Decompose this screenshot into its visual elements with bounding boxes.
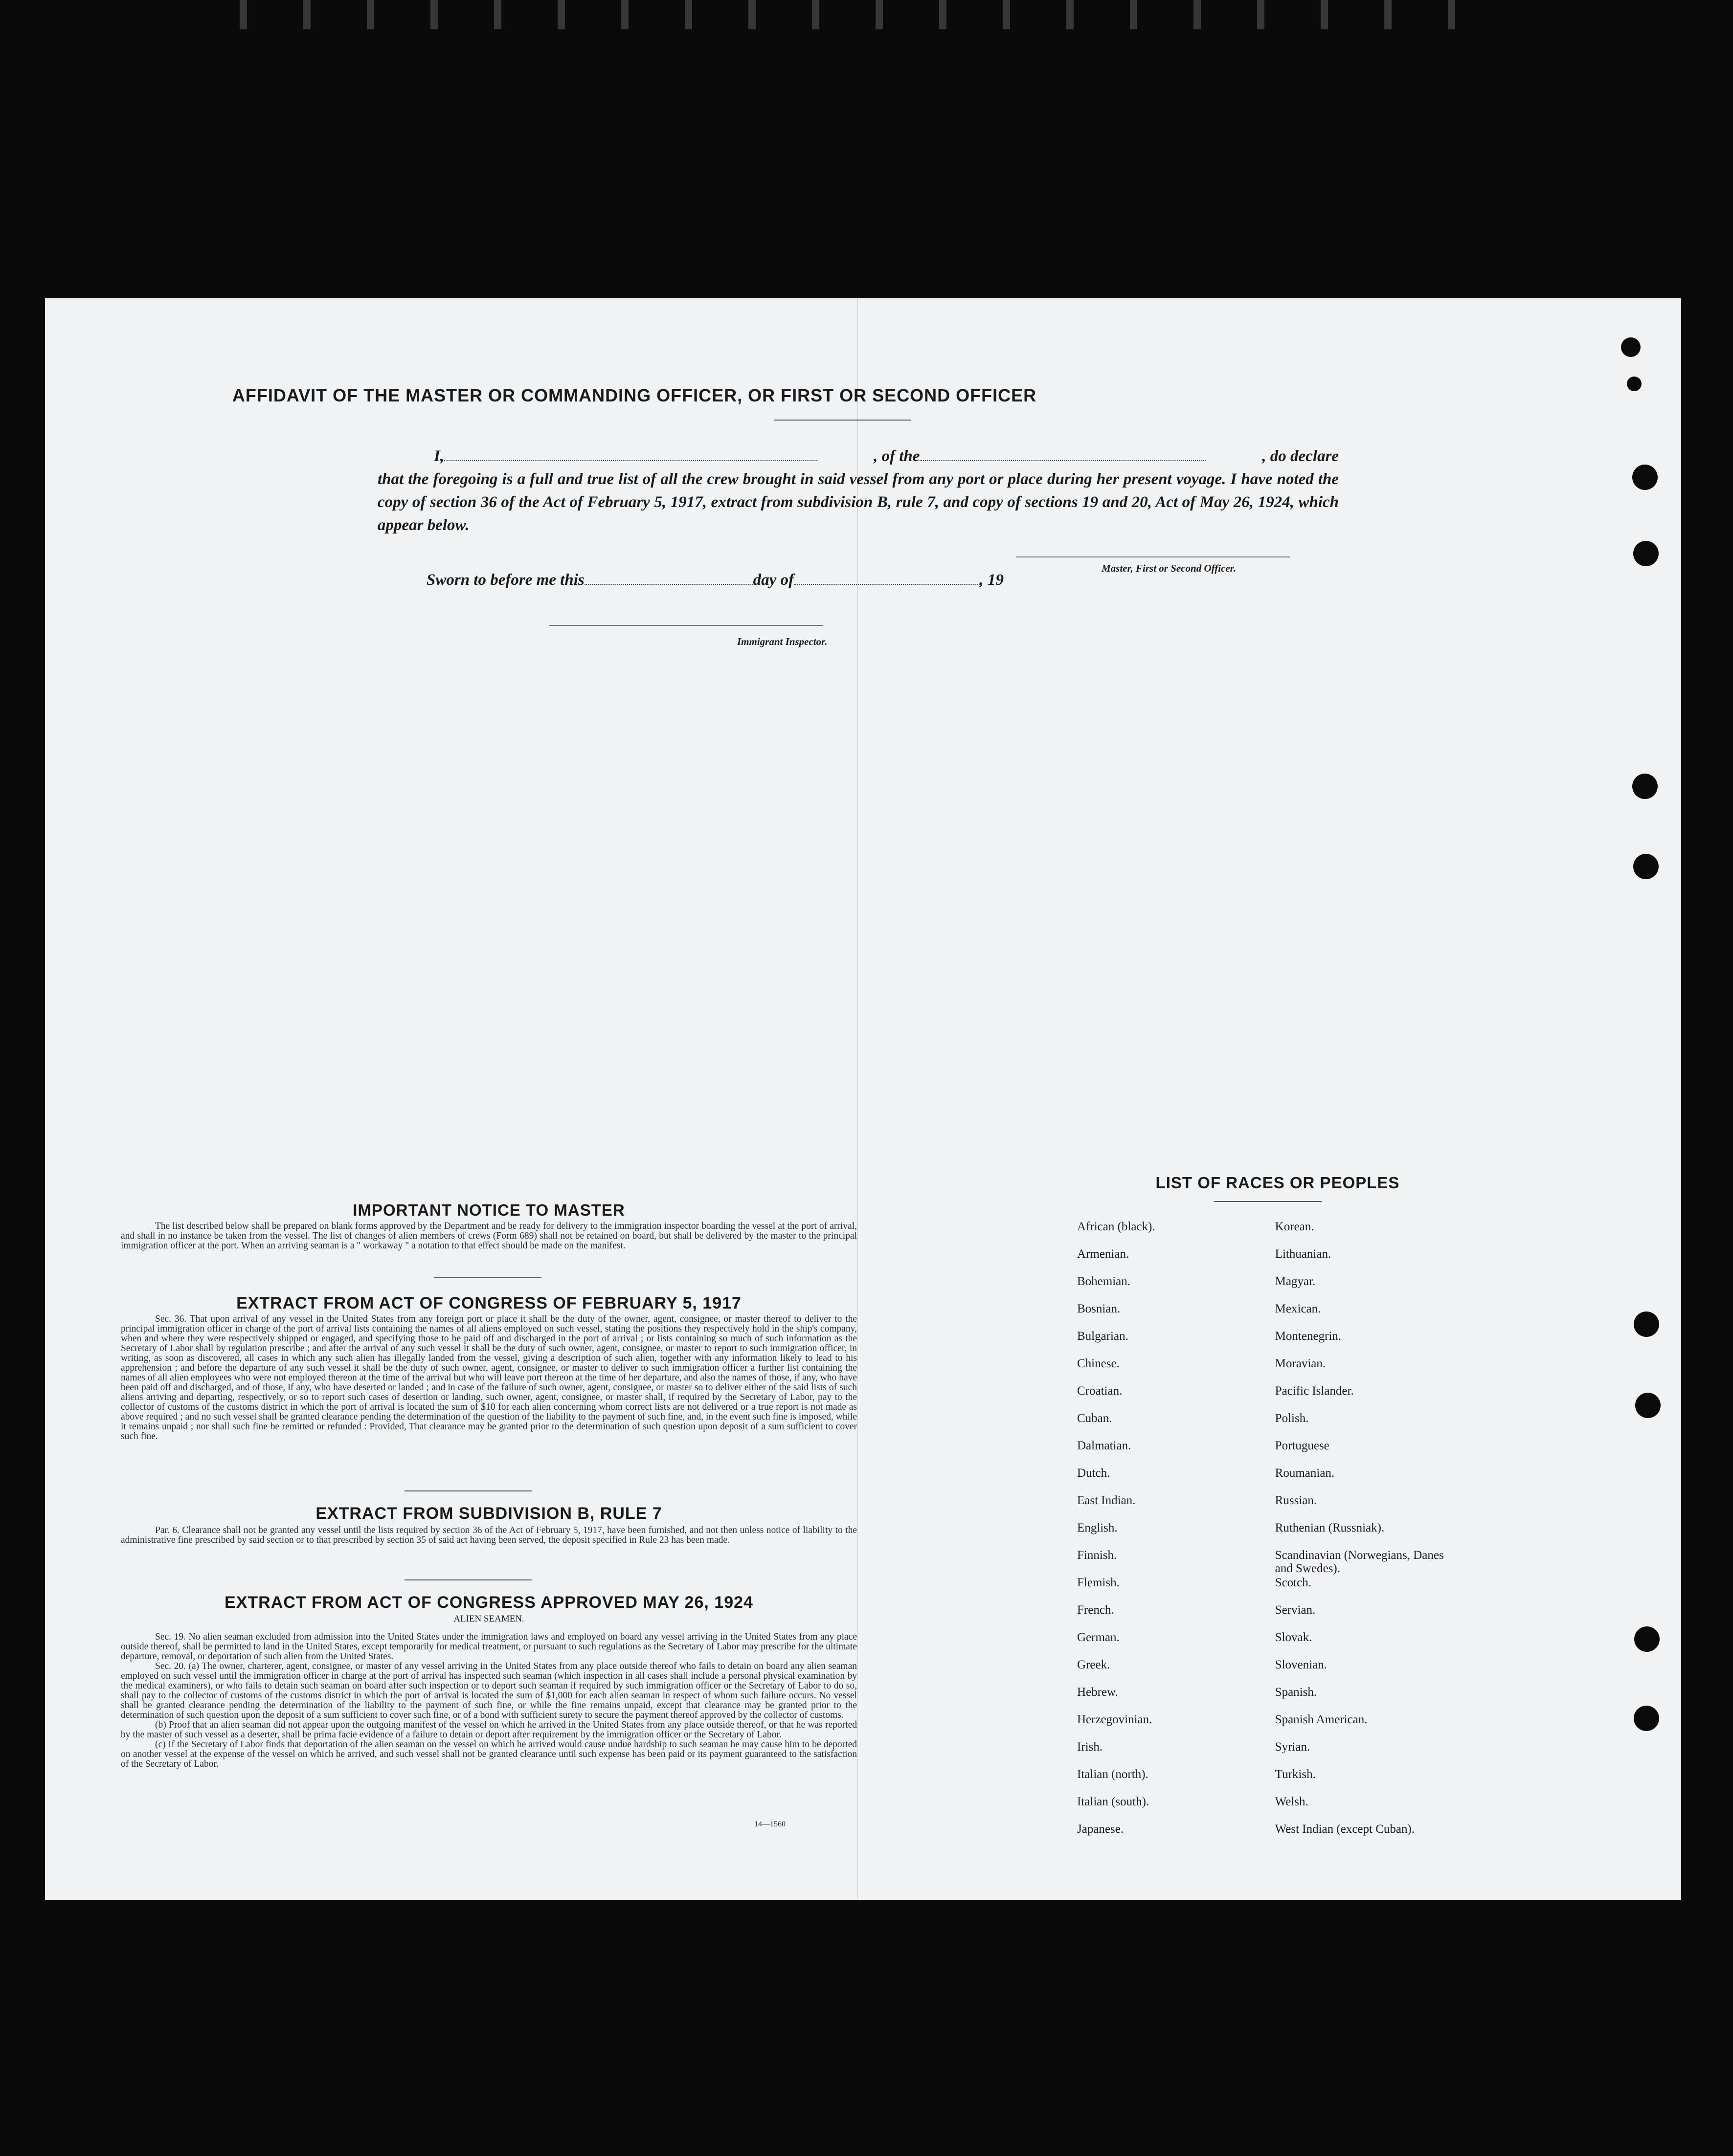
binder-hole (1633, 541, 1659, 566)
race-row (1077, 1795, 1449, 1823)
race-right: Turkish. (1275, 1768, 1316, 1781)
title-underline (774, 420, 911, 421)
binder-hole (1634, 1311, 1659, 1337)
center-fold (857, 298, 858, 1900)
race-left: Hebrew. (1077, 1686, 1118, 1699)
race-left: English. (1077, 1521, 1118, 1534)
race-left: Dalmatian. (1077, 1439, 1131, 1452)
sworn-month-field[interactable] (794, 574, 979, 585)
race-row (1077, 1823, 1449, 1850)
binder-hole (1632, 774, 1658, 799)
divider (434, 1277, 541, 1278)
race-row (1077, 1357, 1449, 1384)
race-right: Korean. (1275, 1220, 1314, 1233)
race-left: Herzegovinian. (1077, 1713, 1152, 1726)
race-right: Servian. (1275, 1603, 1316, 1617)
race-left: Croatian. (1077, 1384, 1123, 1398)
race-right: Ruthenian (Russniak). (1275, 1521, 1385, 1534)
race-right: Magyar. (1275, 1275, 1316, 1288)
day-of-label: day of (753, 571, 794, 589)
race-left: Dutch. (1077, 1467, 1110, 1480)
race-row (1077, 1220, 1449, 1247)
sec-19-text: Sec. 19. No alien seaman excluded from admission into the United States under the immigration laws and employed on board any vessel arriving in the United States from any place outside thereof, shall be permitted to land in the United States, except temporarily for medical treatment, or pursuant to such regulations as the Secretary of Labor may prescribe for the ultimate departure, removal, or deportation of such alien from the United States. (121, 1632, 857, 1662)
sworn-label: Sworn to before me this (427, 571, 585, 589)
sec-20a-text: Sec. 20. (a) The owner, charterer, agent, consignee, or master of any vessel arriving in the United States from any place outside thereof who fails to detain on board any alien seaman employed on such vessel until the immigration officer in charge at the port of arrival has inspected such seaman (which inspection in all cases shall include a personal physical examination by the medical examiners), or who fails to detain such seaman on board after such inspection or to deport such seaman if required by such immigration officer or the Secretary of Labor to do so, shall pay to the collector of customs of the customs district in which the port of arrival is located the sum of $1,000 for each alien seaman in respect of whom such failure occurs. No vessel shall be granted clearance pending the determination of the liability to the payment of such fine, or while the fine remains unpaid, except that clearance may be granted prior to the determination of such question upon the deposit of a sum sufficient to cover such fine, or of a bond with sufficient surety to secure the payment thereof approved by the collector of customs. (121, 1661, 857, 1720)
race-left: French. (1077, 1603, 1114, 1617)
race-left: Flemish. (1077, 1576, 1120, 1589)
binder-hole (1634, 1626, 1660, 1652)
sec-20b-text: (b) Proof that an alien seaman did not appear upon the outgoing manifest of the vessel on which he arrived in the United States from any place outside thereof, or that he was reported by the master of such vessel as a deserter, shall be prima facie evidence of a failure to detain or deport after requirement by the immigration officer or the Secretary of Labor. (121, 1720, 857, 1740)
race-left: Bosnian. (1077, 1302, 1121, 1315)
affidavit-declare-label: , do declare (1262, 447, 1339, 465)
inspector-signature-line[interactable] (549, 625, 823, 626)
race-row (1077, 1768, 1449, 1795)
binder-hole (1633, 854, 1659, 879)
extract-1917-text: Sec. 36. That upon arrival of any vessel in the United States from any foreign port or place it shall be the duty of the owner, agent, consignee, or master thereof to deliver to the principal immigration officer in charge of the port of arrival lists containing the names of all aliens employed on such vessel, stating the positions they respectively hold in the ship's company, when and where they were respectively shipped or engaged, and specifying those to be paid off and discharged in the port of arrival ; or lists containing so much of such information as the Secretary of Labor shall by regulation prescribe ; and after the arrival of any such vessel it shall be the duty of such owner, agent, consignee, or master to report to such immigration officer, in writing, as soon as discovered, all cases in which any such alien has illegally landed from the vessel, giving a description of such alien, together with any information likely to lead to his apprehension ; and before the departure of any such vessel it shall be the duty of such owner, agent, consignee, or master to deliver to such immigration officer a further list containing the names of all alien employees who were not employed thereon at the time of the arrival but who will leave port thereon at the time of her departure, and also the names of those, if any, who have been paid off and discharged, and of those, if any, who have deserted or landed ; and in case of the failure of such owner, agent, consignee, or master so to deliver either of the said lists of such aliens arriving and departing, respectively, or so to report such cases of desertion or landing, such owner, agent, consignee, or master shall, if required by the Secretary of Labor, pay to the collector of customs of the customs district in which the port of arrival is located the sum of $10 for each alien concerning whom correct lists are not delivered or a true report is not made as above required ; and no such vessel shall be granted clearance pending the determination of the question of the liability to the payment of such fine, and, in the event such fine is imposed, while it remains unpaid ; nor shall such fine be remitted or refunded : Provided, That clearance may be granted prior to the determination of such question upon deposit of a sum sufficient to cover such fine. (121, 1314, 857, 1442)
affidavit-title: AFFIDAVIT OF THE MASTER OR COMMANDING OFFICER, OR FIRST OR SECOND OFFICER (232, 385, 1037, 405)
affidavit-body-text: that the foregoing is a full and true list of all the crew brought in said vessel from any port or place during her present voyage. I have noted the copy of section 36 of the Act of February 5, 1917, extract from subdivision B, rule 7, and copy of sections 19 and 20, Act of May 26, 1924, which appear below. (378, 470, 1339, 534)
race-row (1077, 1412, 1449, 1439)
race-left: Japanese. (1077, 1823, 1124, 1836)
vessel-field[interactable] (920, 450, 1206, 461)
race-right: Roumanian. (1275, 1467, 1335, 1480)
master-caption: Master, First or Second Officer. (1102, 562, 1236, 574)
race-left: East Indian. (1077, 1494, 1136, 1507)
divider (405, 1490, 532, 1491)
race-row (1077, 1330, 1449, 1357)
races-list (1077, 1220, 1449, 1850)
film-edge-noise (205, 0, 1458, 29)
form-sheet (45, 298, 1681, 1900)
year-label: , 19 (979, 571, 1004, 589)
alien-seamen-subtitle: ALIEN SEAMEN. (453, 1614, 524, 1624)
race-right: Lithuanian. (1275, 1247, 1331, 1261)
race-right: Pacific Islander. (1275, 1384, 1354, 1398)
race-right: Welsh. (1275, 1795, 1308, 1808)
race-row (1077, 1713, 1449, 1740)
extract-1917-title: EXTRACT FROM ACT OF CONGRESS OF FEBRUARY 5, 1917 (236, 1294, 742, 1312)
race-right: Spanish American. (1275, 1713, 1368, 1726)
sworn-line (427, 571, 1004, 589)
race-left: African (black). (1077, 1220, 1155, 1233)
notice-text: The list described below shall be prepared on blank forms approved by the Department and be ready for delivery to the immigration inspector boarding the vessel at the port of arrival, and shall in no instance be taken from the vessel. The list of changes of alien members of crews (Form 689) shall not be retained on board, but shall be delivered by the master to the principal immigration officer at the port. When an arriving seaman is a " workaway " a notation to that effect should be made on the manifest. (121, 1221, 857, 1251)
race-right: Scotch. (1275, 1576, 1311, 1589)
race-right: Slovak. (1275, 1631, 1312, 1644)
race-right: Slovenian. (1275, 1658, 1327, 1671)
race-left: Armenian. (1077, 1247, 1129, 1261)
race-left: Bulgarian. (1077, 1330, 1128, 1343)
race-row (1077, 1384, 1449, 1412)
races-underline (1214, 1201, 1322, 1202)
race-row (1077, 1247, 1449, 1275)
extract-1924-text (121, 1632, 857, 1769)
binder-hole (1635, 1393, 1661, 1418)
race-left: Greek. (1077, 1658, 1110, 1671)
race-left: Cuban. (1077, 1412, 1112, 1425)
affidavit-statement (378, 445, 1339, 537)
race-row (1077, 1521, 1449, 1549)
binder-hole (1627, 377, 1642, 391)
form-number: 14—1560 (754, 1820, 786, 1828)
binder-hole (1634, 1706, 1659, 1731)
race-right: Scandinavian (Norwegians, Danes and Swedes). (1275, 1549, 1444, 1575)
affidavit-i-label: I, (434, 447, 445, 465)
race-right: Syrian. (1275, 1740, 1310, 1754)
race-right: West Indian (except Cuban). (1275, 1823, 1415, 1836)
race-right: Montenegrin. (1275, 1330, 1342, 1343)
race-row (1077, 1467, 1449, 1494)
race-row (1077, 1740, 1449, 1768)
race-row (1077, 1631, 1449, 1658)
name-field[interactable] (444, 450, 817, 461)
race-left: Finnish. (1077, 1549, 1117, 1562)
race-row (1077, 1439, 1449, 1467)
race-left: Irish. (1077, 1740, 1103, 1754)
races-title: LIST OF RACES OR PEOPLES (1155, 1174, 1400, 1192)
race-row (1077, 1603, 1449, 1631)
master-signature-line[interactable] (1016, 556, 1290, 557)
race-left: Chinese. (1077, 1357, 1120, 1370)
race-row (1077, 1275, 1449, 1302)
race-right: Moravian. (1275, 1357, 1326, 1370)
subdivision-title: EXTRACT FROM SUBDIVISION B, RULE 7 (315, 1504, 662, 1523)
race-right: Polish. (1275, 1412, 1309, 1425)
race-right: Spanish. (1275, 1686, 1317, 1699)
inspector-caption: Immigrant Inspector. (737, 636, 828, 647)
race-right: Russian. (1275, 1494, 1317, 1507)
sec-20c-text: (c) If the Secretary of Labor finds that deportation of the alien seaman on the vessel on which he arrived would cause undue hardship to such seaman he may cause him to be deported on another vessel at the expense of the vessel on which he arrived, and such vessel shall not be granted clearance until such expense has been paid or its payment guaranteed to the satisfaction of the Secretary of Labor. (121, 1739, 857, 1769)
race-row (1077, 1302, 1449, 1330)
race-left: Italian (south). (1077, 1795, 1149, 1808)
race-right: Mexican. (1275, 1302, 1321, 1315)
race-row (1077, 1686, 1449, 1713)
race-left: German. (1077, 1631, 1120, 1644)
race-row (1077, 1549, 1449, 1576)
binder-hole (1621, 337, 1641, 357)
race-left: Bohemian. (1077, 1275, 1131, 1288)
affidavit-of-the-label: , of the (873, 447, 920, 465)
race-row (1077, 1494, 1449, 1521)
race-row (1077, 1576, 1449, 1603)
divider (405, 1579, 532, 1580)
notice-title: IMPORTANT NOTICE TO MASTER (353, 1201, 625, 1219)
extract-1924-title: EXTRACT FROM ACT OF CONGRESS APPROVED MAY 26, 1924 (225, 1593, 753, 1612)
sworn-day-field[interactable] (585, 574, 753, 585)
race-right: Portuguese (1275, 1439, 1329, 1452)
race-left: Italian (north). (1077, 1768, 1148, 1781)
binder-hole (1632, 465, 1658, 490)
race-row (1077, 1658, 1449, 1686)
subdivision-text: Par. 6. Clearance shall not be granted any vessel until the lists required by section 36 of the Act of February 5, 1917, have been furnished, and not then unless notice of liability to the administrative fine prescribed by said section or to that prescribed by section 35 of said act having been served, the deposit specified in Rule 23 has been made. (121, 1525, 857, 1545)
